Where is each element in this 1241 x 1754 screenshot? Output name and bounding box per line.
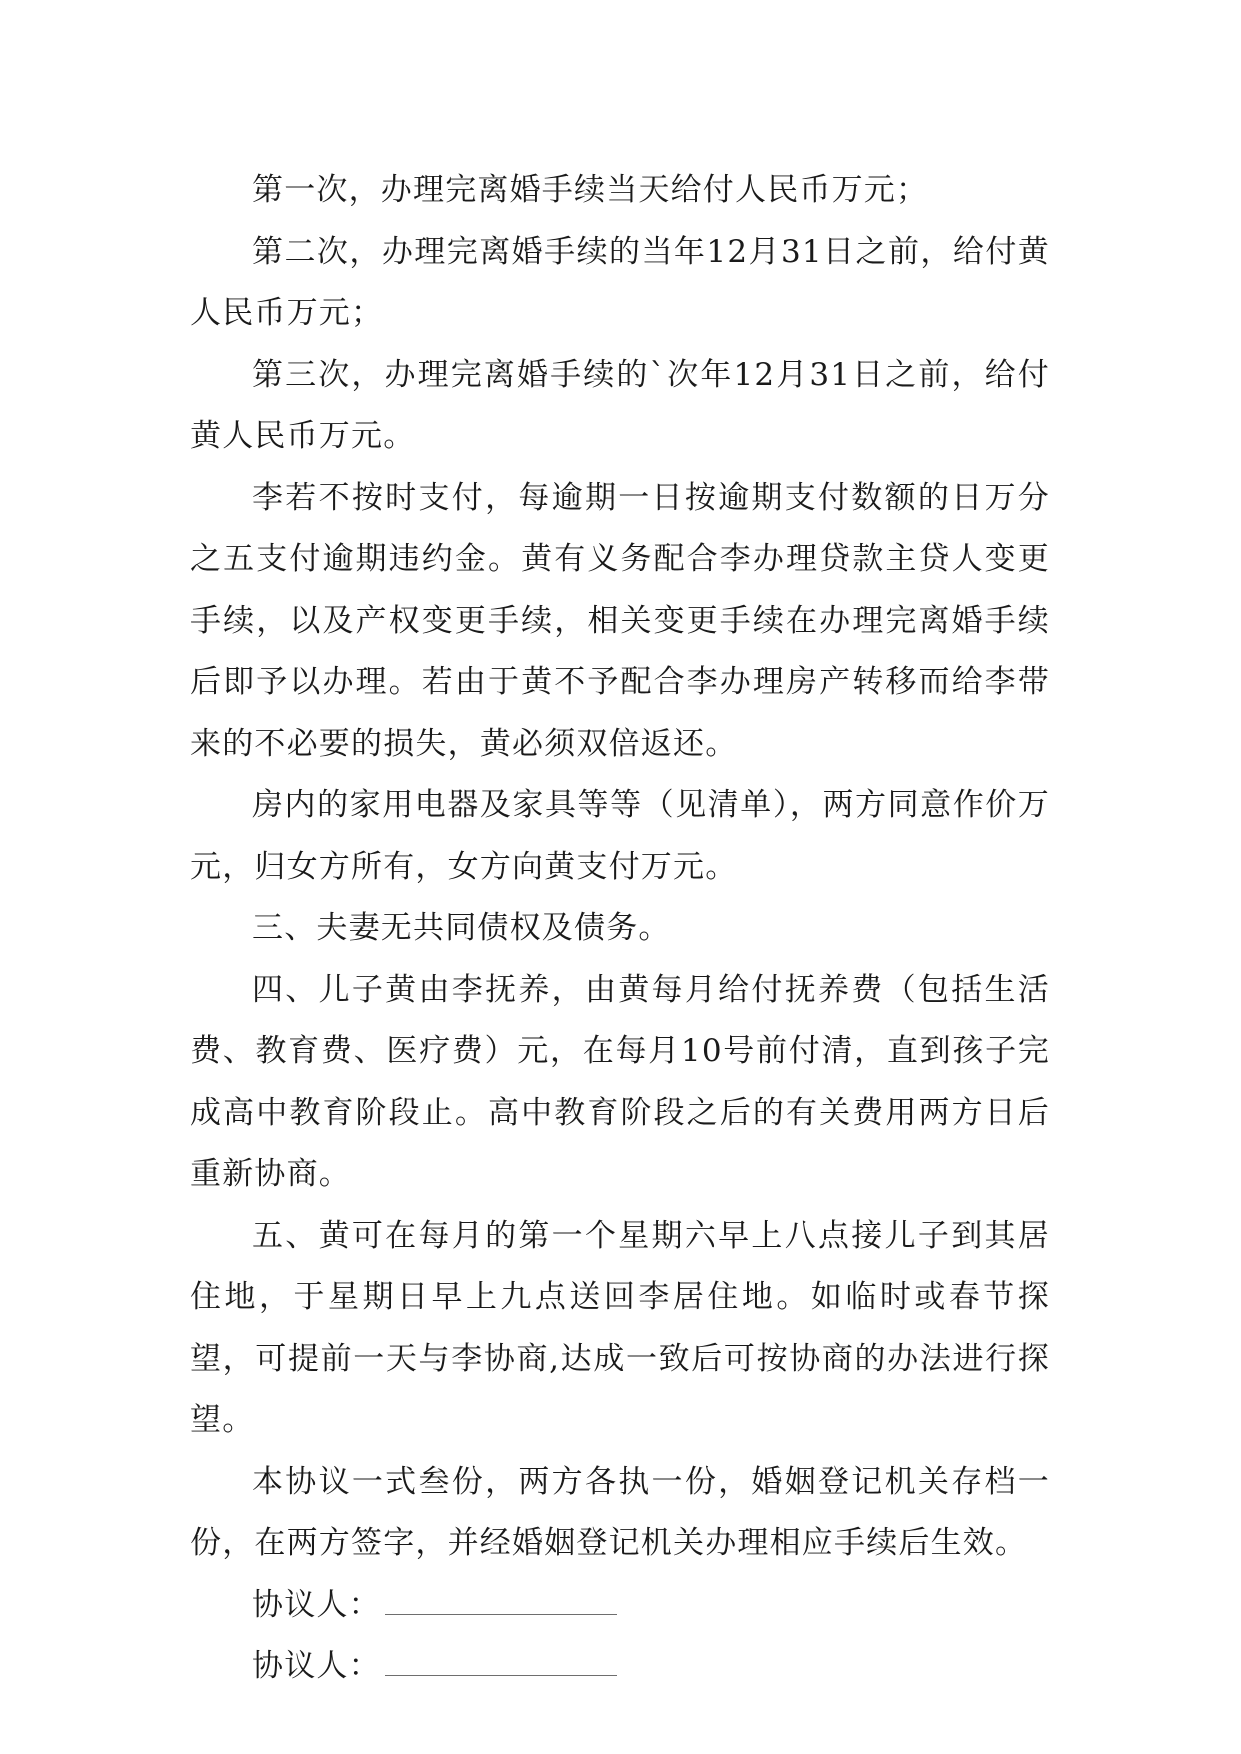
paragraph-effect: 本协议一式叁份，两方各执一份，婚姻登记机关存档一份，在两方签字，并经婚姻登记机关办理相应手续后生效。 <box>190 1463 1050 1561</box>
signature-blank-2[interactable] <box>385 1647 617 1676</box>
signature-line-2 <box>190 1636 1050 1698</box>
signature-label-2: 协议人： <box>252 1648 381 1684</box>
signature-blank-1[interactable] <box>385 1586 617 1615</box>
paragraph-first-payment: 第一次，办理完离婚手续当天给付人民币万元； <box>252 172 929 208</box>
signature-label-1: 协议人： <box>252 1586 381 1623</box>
paragraph-third-payment: 第三次，办理完离婚手续的`次年12月31日之前，给付黄人民币万元。 <box>190 356 1050 454</box>
paragraph-furniture: 房内的家用电器及家具等等（见清单），两方同意作价万元，归女方所有，女方向黄支付万元。 <box>190 787 1050 885</box>
document-body <box>190 160 1050 1698</box>
signature-line-1 <box>190 1575 1050 1637</box>
paragraph-second-payment: 第二次，办理完离婚手续的当年12月31日之前，给付黄人民币万元； <box>190 233 1050 331</box>
paragraph-penalty: 李若不按时支付，每逾期一日按逾期支付数额的日万分之五支付逾期违约金。黄有义务配合李办理贷款主贷人变更手续，以及产权变更手续，相关变更手续在办理完离婚手续后即予以办理。若由于黄不予配合李办理房产转移而给李带来的不必要的损失，黄必须双倍返还。 <box>190 479 1050 762</box>
paragraph-debts: 三、夫妻无共同债权及债务。 <box>252 910 671 946</box>
paragraph-visitation: 五、黄可在每月的第一个星期六早上八点接儿子到其居住地，于星期日早上九点送回李居住地。如临时或春节探望，可提前一天与李协商,达成一致后可按协商的办法进行探望。 <box>190 1217 1050 1438</box>
paragraph-child-custody: 四、儿子黄由李抚养，由黄每月给付抚养费（包括生活费、教育费、医疗费）元，在每月10号前付清，直到孩子完成高中教育阶段止。高中教育阶段之后的有关费用两方日后重新协商。 <box>190 971 1050 1192</box>
